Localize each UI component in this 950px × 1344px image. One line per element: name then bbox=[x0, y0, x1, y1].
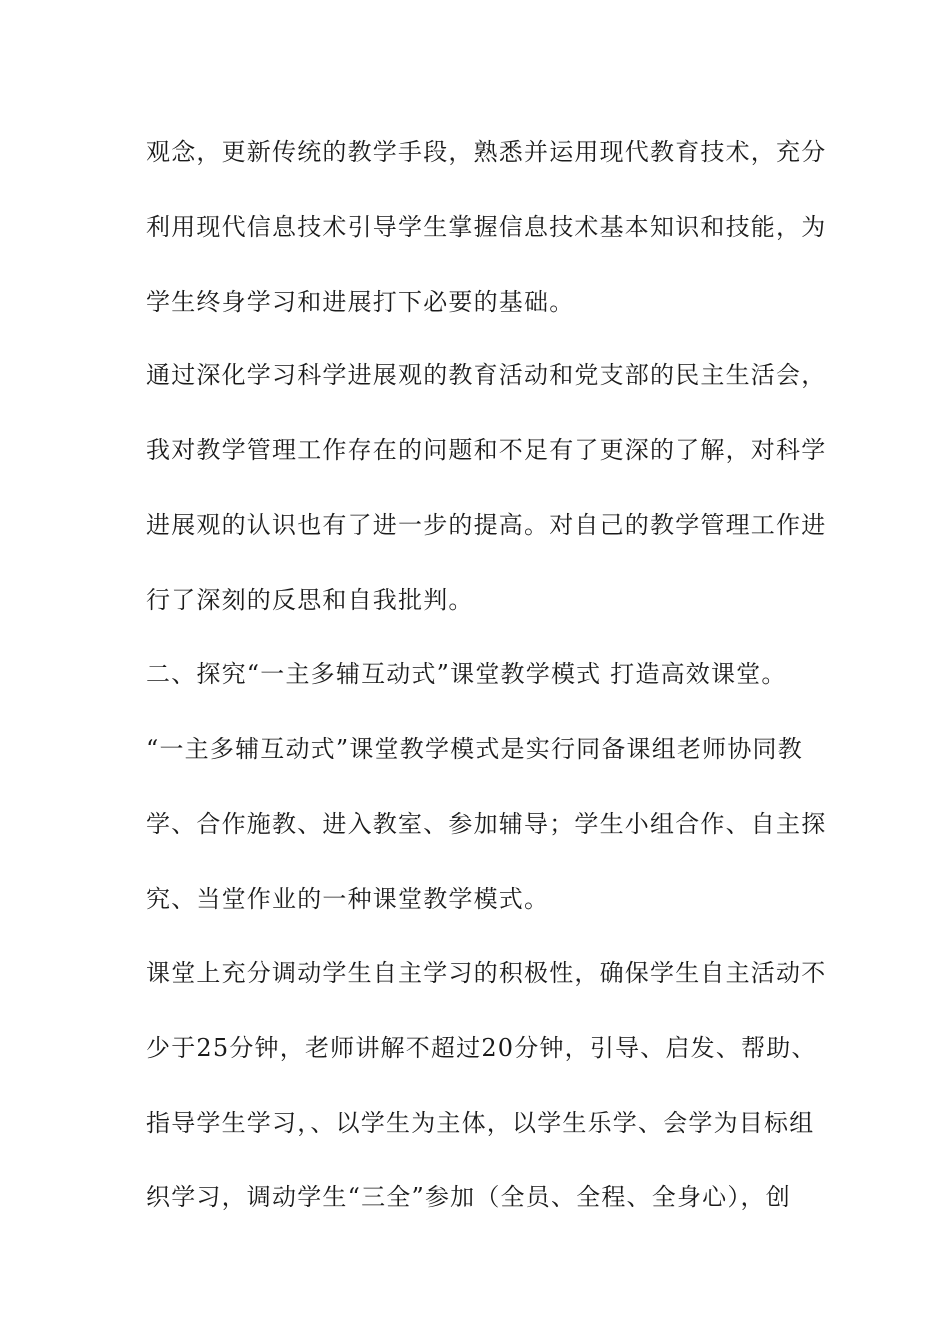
section-heading: 二、探究“一主多辅互动式”课堂教学模式 打造高效课堂。 bbox=[146, 660, 787, 688]
text-line-15: 织学习，调动学生“三全”参加（全员、全程、全身心），创 bbox=[146, 1183, 791, 1211]
text-line-5: 我对教学管理工作存在的问题和不足有了更深的了解，对科学 bbox=[146, 436, 827, 464]
text-line-2: 利用现代信息技术引导学生掌握信息技术基本知识和技能，为 bbox=[146, 213, 827, 241]
text-line-11: 究、当堂作业的一种课堂教学模式。 bbox=[146, 885, 550, 913]
text-line-9: “一主多辅互动式”课堂教学模式是实行同备课组老师协同教 bbox=[146, 735, 803, 763]
text-line-13: 少于25分钟，老师讲解不超过20分钟，引导、启发、帮助、 bbox=[146, 1034, 817, 1062]
text-line-3: 学生终身学习和进展打下必要的基础。 bbox=[146, 288, 575, 316]
text-line-10: 学、合作施教、进入教室、参加辅导；学生小组合作、自主探 bbox=[146, 810, 827, 838]
text-line-7: 行了深刻的反思和自我批判。 bbox=[146, 586, 474, 614]
text-line-12: 课堂上充分调动学生自主学习的积极性，确保学生自主活动不 bbox=[146, 959, 827, 987]
text-line-14: 指导学生学习，、以学生为主体，以学生乐学、会学为目标组 bbox=[146, 1109, 815, 1137]
text-line-6: 进展观的认识也有了进一步的提高。对自己的教学管理工作进 bbox=[146, 511, 827, 539]
text-line-4: 通过深化学习科学进展观的教育活动和党支部的民主生活会， bbox=[146, 361, 827, 389]
text-line-1: 观念，更新传统的教学手段，熟悉并运用现代教育技术，充分 bbox=[146, 138, 827, 166]
